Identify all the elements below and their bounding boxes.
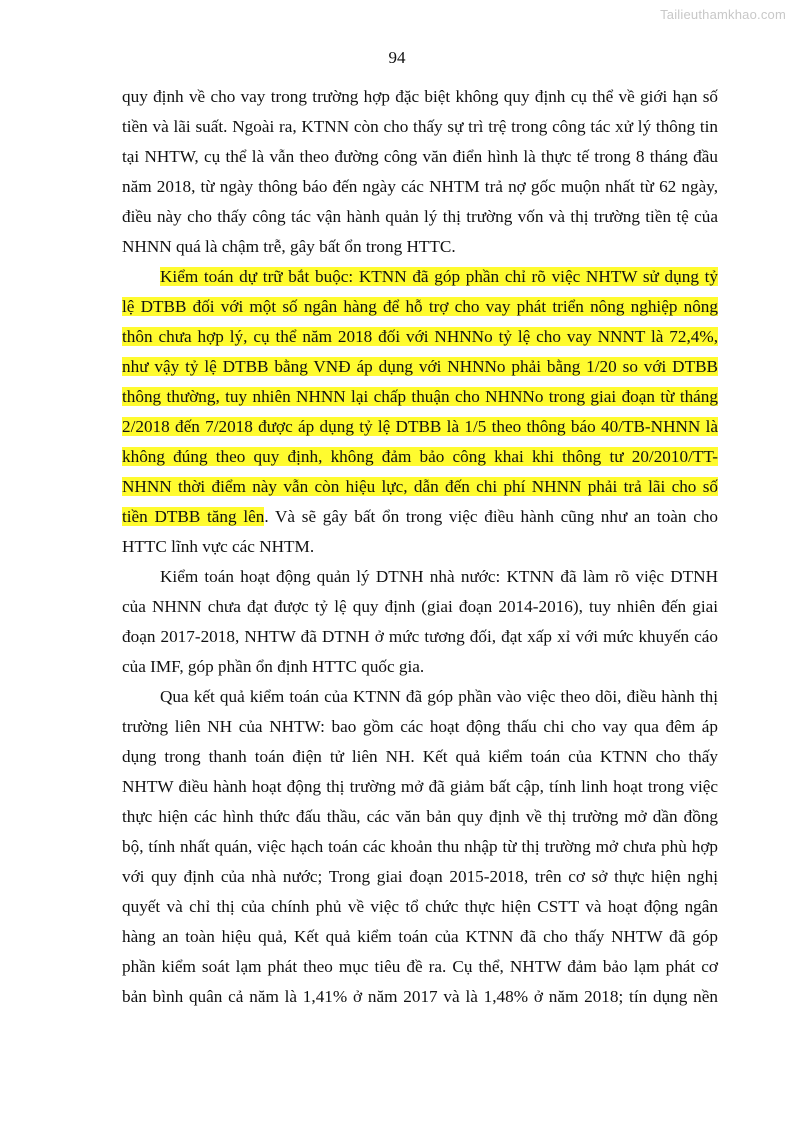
highlighted-line bbox=[122, 292, 718, 322]
highlight: như vậy tỷ lệ DTBB bằng VNĐ áp dụng với NHNNo phải bằng 1/20 so với DTBB bbox=[122, 357, 718, 376]
text-line: Qua kết quả kiểm toán của KTNN đã góp phần vào việc theo dõi, điều hành thị bbox=[160, 687, 718, 706]
text-line: bản bình quân cả năm là 1,41% ở năm 2017 và là 1,48% ở năm 2018; tín dụng nền bbox=[122, 987, 718, 1006]
highlight: lệ DTBB đối với một số ngân hàng để hỗ trợ cho vay phát triển nông nghiệp nông bbox=[122, 297, 718, 316]
highlight: tiền DTBB tăng lên bbox=[122, 507, 265, 526]
text-line: với quy định của nhà nước; Trong giai đoạn 2015-2018, trên cơ sở thực hiện nghị bbox=[122, 867, 718, 886]
highlight: thông thường, tuy nhiên NHNN lại chấp thuận cho NHNNo trong giai đoạn từ tháng bbox=[122, 387, 718, 406]
text-line: quy định về cho vay trong trường hợp đặc biệt không quy định cụ thể về giới hạn số bbox=[122, 87, 718, 106]
highlight: 2/2018 đến 7/2018 được áp dụng tỷ lệ DTBB là 1/5 theo thông báo 40/TB-NHNN là bbox=[122, 417, 718, 436]
highlighted-line bbox=[122, 472, 718, 502]
text-line: năm 2018, từ ngày thông báo đến ngày các NHTM trả nợ gốc muộn nhất từ 62 ngày, bbox=[122, 177, 718, 196]
highlighted-line bbox=[122, 382, 718, 412]
page-number: 94 bbox=[388, 48, 406, 67]
text-line: của IMF, góp phần ổn định HTTC quốc gia. bbox=[122, 657, 425, 676]
text-line: dụng trong thanh toán điện tử liên NH. Kết quả kiểm toán của KTNN cho thấy bbox=[122, 747, 718, 766]
highlight: NHNN thời điểm này vẫn còn hiệu lực, dẫn đến chi phí NHNN phải trả lãi cho số bbox=[122, 477, 718, 496]
text-line: điều này cho thấy công tác vận hành quản lý thị trường vốn và thị trường tiền tệ của bbox=[122, 207, 718, 226]
text-line: HTTC lĩnh vực các NHTM. bbox=[122, 537, 315, 556]
text-line: tiền và lãi suất. Ngoài ra, KTNN còn cho thấy sự trì trệ trong công tác xử lý thông tin bbox=[122, 117, 718, 136]
text-line: đoạn 2017-2018, NHTW đã DTNH ở mức tương đối, đạt xấp xỉ với mức khuyến cáo bbox=[122, 627, 718, 646]
highlighted-line bbox=[122, 442, 718, 472]
text-line: của NHNN chưa đạt được tỷ lệ quy định (giai đoạn 2014-2016), tuy nhiên đến giai bbox=[122, 597, 718, 616]
text-line: quyết và chỉ thị của chính phủ về việc tổ chức thực hiện CSTT và hoạt động ngân bbox=[122, 897, 718, 916]
highlighted-line bbox=[122, 262, 718, 292]
text-line: hàng an toàn hiệu quả, Kết quả kiểm toán của KTNN đã cho thấy NHTW đã góp bbox=[122, 927, 718, 946]
highlighted-line bbox=[122, 412, 718, 442]
highlighted-line bbox=[122, 352, 718, 382]
text-line: thực hiện các hình thức đấu thầu, các văn bản quy định về thị trường mở dần đồng bbox=[122, 807, 718, 826]
mixed-line: tiền DTBB tăng lên. Và sẽ gây bất ổn trong việc điều hành cũng như an toàn cho bbox=[122, 507, 719, 526]
text-line: Kiểm toán hoạt động quản lý DTNH nhà nước: KTNN đã làm rõ việc DTNH bbox=[160, 567, 718, 586]
highlight: thôn chưa hợp lý, cụ thể năm 2018 đối với NHNNo tỷ lệ cho vay NNNT là 72,4%, bbox=[122, 327, 718, 346]
highlighted-line bbox=[122, 322, 718, 352]
text-line: trường liên NH của NHTW: bao gồm các hoạt động thấu chi cho vay qua đêm áp bbox=[122, 717, 718, 736]
text-line: NHNN quá là chậm trễ, gây bất ổn trong HTTC. bbox=[122, 237, 456, 256]
highlight: Kiểm toán dự trữ bắt buộc: KTNN đã góp phần chỉ rõ việc NHTW sử dụng tỷ bbox=[160, 267, 718, 286]
text-line: phần kiểm soát lạm phát theo mục tiêu đề ra. Cụ thể, NHTW đảm bảo lạm phát cơ bbox=[122, 957, 718, 976]
text-line: tại NHTW, cụ thể là vẫn theo đường công văn điển hình là thực tế trong 8 tháng đầu bbox=[122, 147, 718, 166]
text-line: bộ, tính nhất quán, việc hạch toán các khoản thu nhập từ thị trường mở chưa phù hợp bbox=[122, 837, 718, 856]
watermark: Tailieuthamkhao.com bbox=[660, 7, 786, 22]
body-text bbox=[122, 82, 718, 1012]
highlight: không đúng theo quy định, không đảm bảo công khai khi thông tư 20/2010/TT- bbox=[122, 447, 718, 466]
text-line: NHTW điều hành hoạt động thị trường mở đã giảm bất cập, tính linh hoạt trong việc bbox=[122, 777, 718, 796]
